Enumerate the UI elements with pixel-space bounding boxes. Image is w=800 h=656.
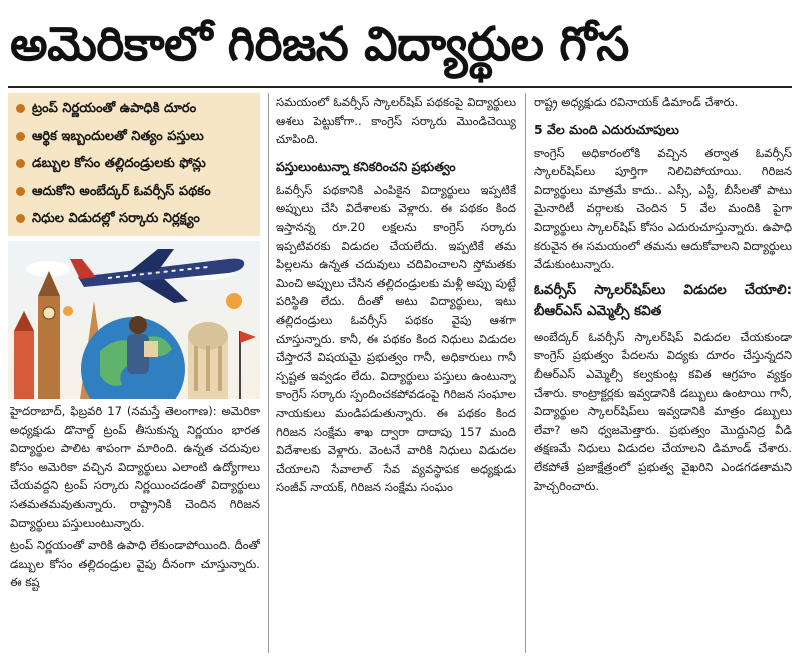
subheading: పస్తులుంటున్నా కనికరించని ప్రభుత్వం <box>276 158 456 174</box>
highlight-item: నిధుల విడుదల్లో సర్కారు నిర్లక్ష్యం <box>16 205 254 233</box>
article-paragraph: కాంగ్రెస్ అధికారంలోకి వచ్చిన తర్వాత ఓవర్సీస్ స్కాలర్‌షిప్‌లు పూర్తిగా నిలిచిపోయాయి. గిరిజన విద్యార్థులు మాత్రమే కాదు.. ఎస్సీ, ఎస్టీ, బీసీలతో పాటు మైనారిటీ వర్గాలకు చెందిన 5 వేల మందికి పైగా విద్యార్థులు స్కాలర్‌షిప్ కోసం ఎదురుచూస్తున్నారు. ఉపాధి కరువైన ఈ సమయంలో తమను ఆదుకోవాలని విద్యార్థులు వేడుకుంటున్నారు. <box>534 145 792 272</box>
bullet-dot-icon <box>16 159 25 168</box>
subheading: ఓవర్సీస్ స్కాలర్‌షిప్‌లు విడుదల చేయాలి: బీఆర్‌ఎస్ ఎమ్మెల్సీ కవిత <box>534 281 792 319</box>
article-paragraph: సమయంలో ఓవర్సీస్ స్కాలర్‌షిప్ పథకంపై విద్యార్థులు ఆశలు పెట్టుకోగా.. కాంగ్రెస్ సర్కారు మొండిచెయ్యి చూపింది. <box>276 95 516 147</box>
article-paragraph: ట్రంప్ నిర్ణయంతో వారికి ఉపాధి లేకుండాపోయింది. దీంతో డబ్బుల కోసం తల్లిదండ్రుల వైపు దీనంగా చూస్తున్నారు. ఈ కష్ట <box>10 538 260 590</box>
column-divider <box>525 93 526 653</box>
subheading: 5 వేల మంది ఎదురుచూపులు <box>534 121 679 137</box>
column-divider <box>268 93 269 653</box>
highlight-item: డబ్బుల కోసం తల్లిదండ్రులకు ఫోన్లు <box>16 150 254 178</box>
article-column-1 <box>10 402 260 652</box>
airplane-globe-icon <box>8 241 260 399</box>
bullet-dot-icon <box>16 132 25 141</box>
article-paragraph: హైదరాబాద్, ఫిబ్రవరి 17 (నమస్తే తెలంగాణ): అమెరికా అధ్యక్షుడు డొనాల్డ్ ట్రంప్ తీసుకున్న నిర్ణయం భారత విద్యార్థుల పాలిట శాపంగా మారింది. ఉన్నత చదువుల కోసం అమెరికా వచ్చిన విద్యార్థులు ఎలాంటి ఉద్యోగాలు చేయవద్దని ట్రంప్ సర్కారు నిర్ణయించడంతో విద్యార్థులు సతమతమవుతున్నారు. రాష్ట్రానికి చెందిన గిరిజన విద్యార్థులు పస్తులుంటున్నారు. <box>10 404 260 530</box>
highlight-item: ఆర్థిక ఇబ్బందులతో నిత్యం పస్తులు <box>16 123 254 151</box>
article-paragraph: అంబేద్కర్ ఓవర్సీస్ స్కాలర్‌షిప్ విడుదల చేయకుండా కాంగ్రెస్ ప్రభుత్వం పేదలను విద్యకు దూరం చేస్తున్నదని బీఆర్‌ఎస్ ఎమ్మెల్సీ కల్వకుంట్ల కవిత ఆగ్రహం వ్యక్తం చేశారు. కాంట్రాక్టర్లకు ఇవ్వడానికి డబ్బులు ఉంటాయి గానీ, విద్యార్థుల స్కాలర్‌షిప్‌లు ఇవ్వడానికి మాత్రం డబ్బులు లేవా? అని ధ్వజమెత్తారు. ప్రభుత్వం మొద్దునిద్ర వీడి తక్షణమే నిధులు విడుదల చేయాలని డిమాండ్ చేశారు. లేకపోతే ప్రజాక్షేత్రంలో ప్రభుత్వ వైఖరిని ఎండగడతామని హెచ్చరించారు. <box>534 329 792 493</box>
article-column-2 <box>276 93 516 653</box>
headline-rule <box>8 86 792 88</box>
bullet-dot-icon <box>16 214 25 223</box>
highlight-item: ట్రంప్ నిర్ణయంతో ఉపాధికి దూరం <box>16 95 254 123</box>
study-abroad-illustration <box>8 241 260 399</box>
highlight-item: ఆదుకోని అంబేద్కర్ ఓవర్సీస్ పథకం <box>16 178 254 206</box>
bullet-dot-icon <box>16 187 25 196</box>
article-column-3 <box>534 93 792 653</box>
article-paragraph: రాష్ట్ర అధ్యక్షుడు రవినాయక్ డిమాండ్ చేశారు. <box>534 95 739 109</box>
highlights-box <box>8 93 260 236</box>
bullet-dot-icon <box>16 104 25 113</box>
headline: అమెరికాలో గిరిజన విద్యార్థుల గోస <box>10 17 629 72</box>
article-paragraph: ఓవర్సీస్ పథకానికి ఎంపికైన విద్యార్థులు ఇప్పటికే అప్పులు చేసి విదేశాలకు వెళ్లారు. ఈ పథకం కింద ఇస్తానన్న రూ.20 లక్షలను కాంగ్రెస్ సర్కారు ఇప్పటివరకు విడుదల చేయలేదు. ఇప్పటికే తమ పిల్లలను ఉన్నత చదువులు చదివించాలని స్తోమతకు మించి అప్పులు చేసిన తల్లిదండ్రులకు మళ్లీ అప్పు పుట్టే పరిస్థితి లేదు. దీంతో అటు విద్యార్థులు, ఇటు తల్లిదండ్రులు ఓవర్సీస్ పథకం వైపు ఆశగా చూస్తున్నారు. కానీ, ఈ పథకం కింద నిధులు విడుదల చేస్తారనే విషయమై ప్రభుత్వం గానీ, అధికారులు గానీ స్పష్టత ఇవ్వడం లేదు. విద్యార్థులు పస్తులు ఉంటున్నా కాంగ్రెస్ సర్కారు స్పందించకపోవడంపై గిరిజన సంఘాల నాయకులు మండిపడుతున్నారు. ఈ పథకం కింద గిరిజన సంక్షేమ శాఖ ద్వారా దాదాపు 157 మంది విదేశాలకు వెళ్లారు. వెంటనే వారికి నిధులు విడుదల చేయాలని సేవాలాల్ సేవ వ్యవస్థాపక అధ్యక్షుడు సంజీవ్ నాయక్, గిరిజన సంక్షేమ సంఘం <box>276 182 516 495</box>
